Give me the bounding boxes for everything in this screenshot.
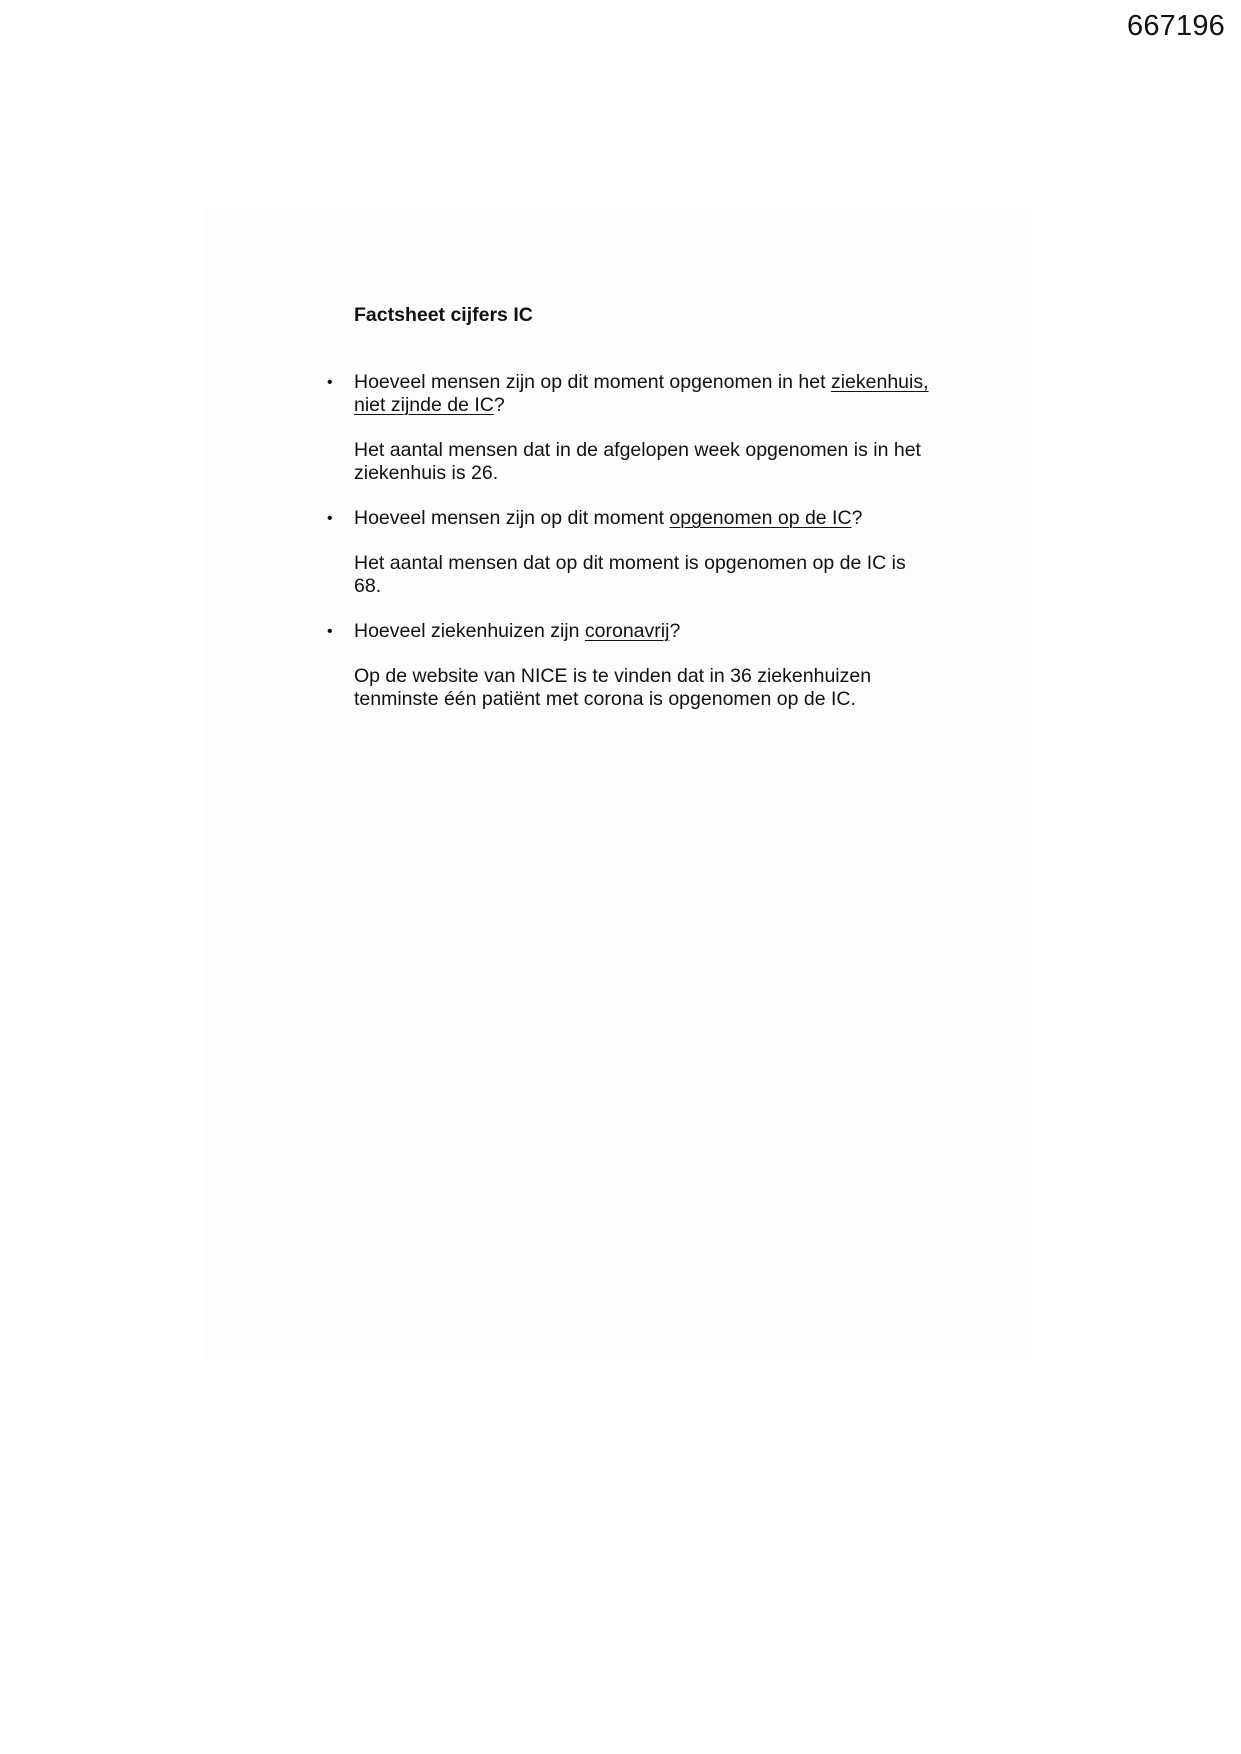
question-3-text: Hoeveel ziekenhuizen zijn [354, 620, 585, 642]
answer-3: Op de website van NICE is te vinden dat in 36 ziekenhuizen tenminste één patiënt met corona is opgenomen op de IC. [354, 665, 872, 710]
question-2-text: Hoeveel mensen zijn op dit moment [354, 507, 670, 529]
question-2 [354, 507, 944, 530]
document-number: 667196 [1127, 10, 1225, 42]
question-3-end: ? [669, 620, 681, 642]
question-3-underlined: coronavrij [584, 620, 670, 642]
question-1-end: ? [493, 394, 505, 416]
question-1-text: Hoeveel mensen zijn op dit moment opgenomen in het [354, 371, 831, 393]
factsheet-title: Factsheet cijfers IC [354, 304, 533, 326]
question-2-underlined: opgenomen op de IC [669, 507, 852, 529]
bullet-icon: • [327, 623, 333, 640]
question-2-end: ? [851, 507, 863, 529]
qa-item-2 [327, 507, 954, 598]
qa-item-1 [327, 371, 954, 485]
question-3 [354, 620, 944, 643]
answer-2: Het aantal mensen dat op dit moment is opgenomen op de IC is 68. [354, 552, 906, 597]
qa-item-3 [327, 620, 954, 711]
factsheet-content [327, 304, 954, 733]
question-1 [354, 371, 944, 417]
bullet-icon: • [327, 374, 333, 391]
bullet-icon: • [327, 510, 333, 527]
question-1-underlined: ziekenhuis, niet zijnde de IC [354, 371, 929, 416]
answer-1: Het aantal mensen dat in de afgelopen week opgenomen is in het ziekenhuis is 26. [354, 439, 921, 484]
